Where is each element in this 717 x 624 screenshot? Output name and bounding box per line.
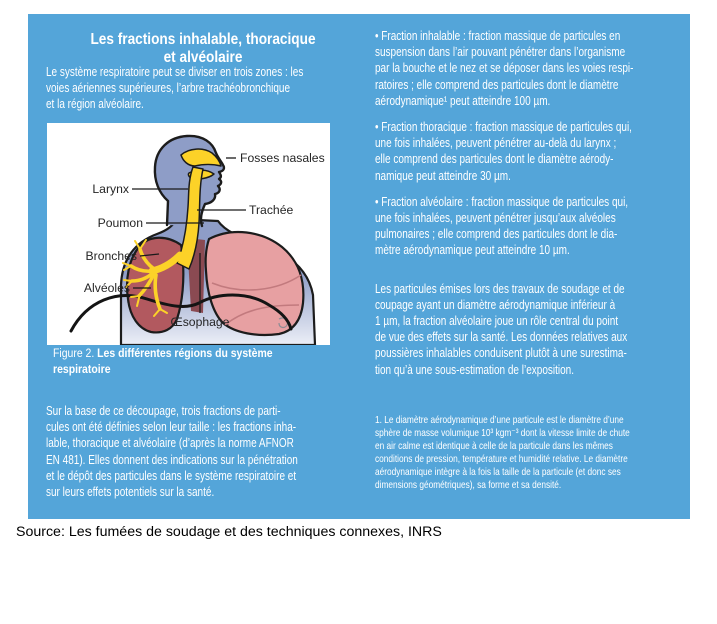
figure-label-larynx: Larynx bbox=[92, 182, 129, 196]
figure-caption-title: Les différentes régions du système bbox=[97, 346, 273, 360]
figure-caption-title-2: respiratoire bbox=[53, 361, 111, 376]
figure-caption-number: Figure 2. bbox=[53, 346, 98, 360]
figure-caption bbox=[53, 346, 353, 377]
right-column bbox=[375, 28, 681, 492]
bullet-fraction-alveolaire: • Fraction alvéolaire : fraction massique de particules qui, une fois inhalées, peuvent pénétrer jusqu’aux alvéoles pulmonaires ; elle comprend des particules dont le dia- mètre aérodynamique peut atteindre 10 µm. bbox=[375, 194, 629, 258]
figure-label-fosses-nasales: Fosses nasales bbox=[240, 151, 325, 165]
respiratory-figure bbox=[47, 123, 330, 345]
anatomy-illustration bbox=[47, 123, 330, 345]
figure-label-alveoles: Alvéoles bbox=[83, 281, 130, 295]
figure-label-poumon: Poumon bbox=[97, 216, 143, 230]
figure-label-oesophage: Œsophage bbox=[170, 315, 230, 329]
info-panel bbox=[28, 14, 690, 519]
figure-label-bronches: Bronches bbox=[85, 249, 137, 263]
panel-title: Les fractions inhalable, thoracique et alvéolaire bbox=[90, 31, 316, 66]
figure-label-trachee: Trachée bbox=[249, 203, 294, 217]
bullet-fraction-thoracique: • Fraction thoracique : fraction massique de particules qui, une fois inhalées, peuvent pénétrer au-delà du larynx ; elle comprend des particules dont le diamètre aérody- namique peut atteindre 30 µm. bbox=[375, 120, 632, 183]
footnote: 1. Le diamètre aérodynamique d’une particule est le diamètre d’une sphère de masse volumique 10³ kgm⁻³ dont la vitesse limite de chute en air calme est identique à celle de la particule dans les mêmes conditions de pression, température et humidité relative. Le diamètre aérodynamique intègre à la fois la taille de la particule (et donc ses dimensions géométriques), sa forme et sa densité. bbox=[375, 414, 630, 492]
intro-paragraph: Le système respiratoire peut se diviser en trois zones : les voies aériennes supérieures, l’arbre trachéobronchique et la région alvéolaire. bbox=[46, 65, 304, 112]
bullet-fraction-inhalable: • Fraction inhalable : fraction massique de particules en suspension dans l’air pouvant pénétrer dans l’organisme par la bouche et le nez et se déposer dans les voies respi- ratoires ; elle comprend des particules dont le diamètre aérodynamique¹ peut atteindre 100 µm. bbox=[375, 29, 634, 108]
source-line: Source: Les fumées de soudage et des techniques connexes, INRS bbox=[16, 524, 442, 540]
welding-particles-paragraph: Les particules émises lors des travaux de soudage et de coupage ayant un diamètre aérodynamique inférieur à 1 µm, la fraction alvéolaire joue un rôle central du point de vue des effets sur la santé. Les données relatives aux poussières inhalables conduisent plutôt à une surestima- tion qu’à une sous-estimation de l’exposition. bbox=[375, 281, 628, 377]
left-column bbox=[46, 14, 360, 519]
closing-paragraph: Sur la base de ce découpage, trois fractions de parti- cules ont été définies selon leur taille : les fractions inha- lable, thoracique et alvéolaire (d’après la norme AFNOR EN 481). Elles donnent des indications sur la pénétration et le dépôt des particules dans le système respiratoire et sur leurs effets potentiels sur la santé. bbox=[46, 404, 298, 500]
